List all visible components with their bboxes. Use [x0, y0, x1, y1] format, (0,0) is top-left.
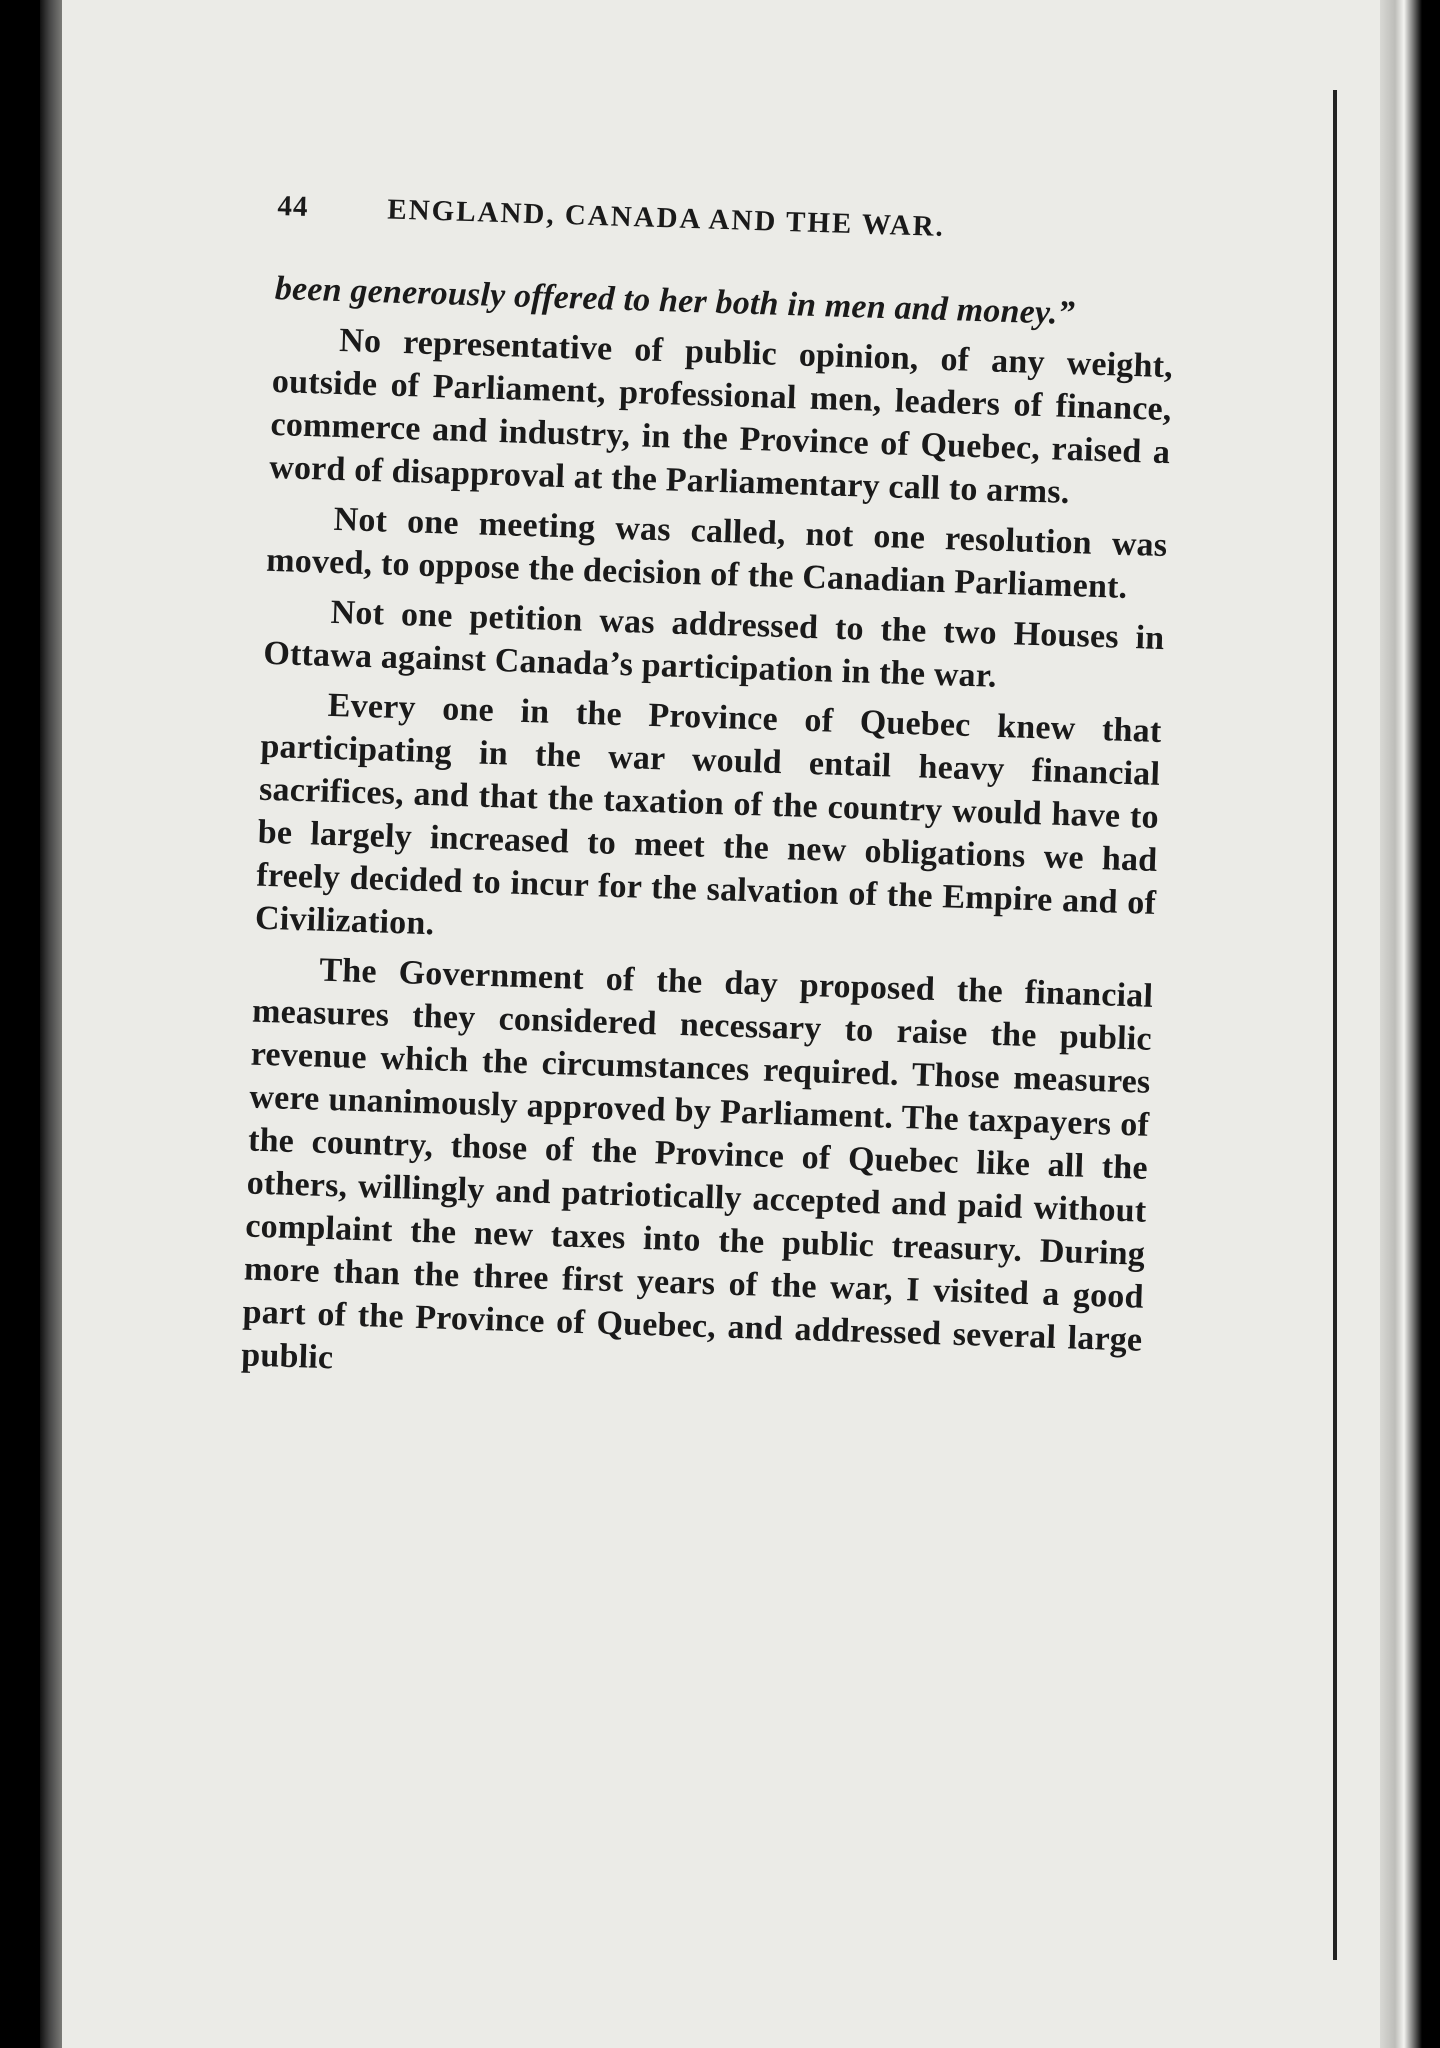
page-text-block [240, 190, 1177, 1412]
paragraph-sacrifices: Every one in the Province of Quebec knew that participating in the war would entail heavy financial sacrifices, and that the taxation of the country would have to be largely increased to meet the new obligations we had freely decided to incur for the salvation of the Empire and of Civilization. [254, 686, 1163, 943]
paragraph-representatives: No representative of public opinion, of any weight, outside of Parliament, professional men, leaders of finance, commerce and industry, in the Province of Quebec, raised a word of disapproval at the Parliamentary call to arms. [268, 322, 1174, 512]
page-edge [1380, 0, 1440, 2048]
paragraph-quote-end: been generously offered to her both in men and money.” [274, 269, 1076, 333]
page-edge-line [1333, 90, 1337, 1960]
running-head: ENGLAND, CANADA AND THE WAR. [386, 193, 946, 243]
paragraph-government-measures: The Government of the day proposed the financial measures they considered necessary to raise the public revenue which the circumstances required. Those measures were unanimously approved by Parliament. The taxpayers of the country, those of the Province of Quebec like all the others, willingly and patriotically accepted and paid without complaint the new taxes into the public treasury. During more than the three first years of the war, I visited a good part of the Province of Quebec, and addressed several large public [240, 951, 1154, 1377]
page-number: 44 [276, 190, 309, 223]
paragraph-no-meeting: Not one meeting was called, not one resolution was moved, to oppose the decision of the Canadian Parliament. [265, 500, 1168, 606]
paragraph-no-petition: Not one petition was addressed to the two Houses in Ottawa against Canada’s participation in the war. [262, 593, 1165, 695]
